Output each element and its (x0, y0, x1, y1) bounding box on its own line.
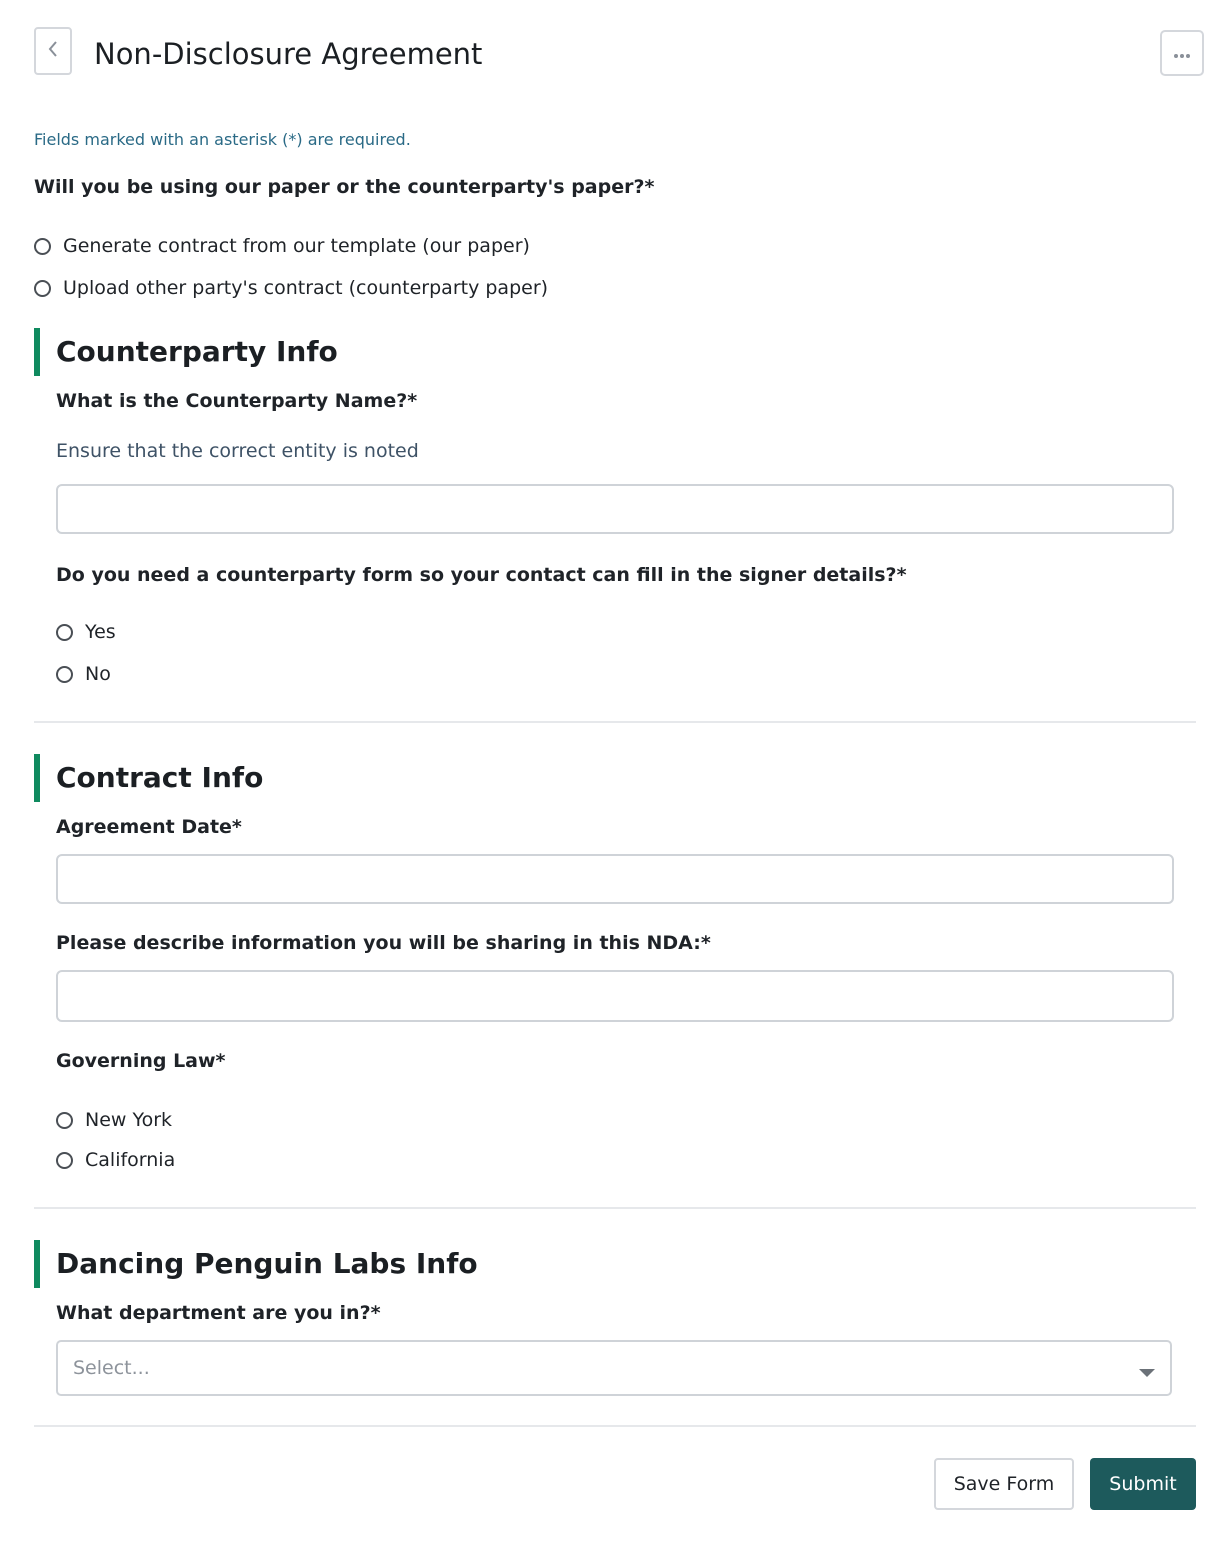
page-title: Non-Disclosure Agreement (94, 37, 483, 71)
section-divider (34, 1425, 1196, 1427)
radio-button[interactable] (56, 624, 73, 641)
radio-label: Yes (85, 621, 116, 643)
section-title-company: Dancing Penguin Labs Info (56, 1247, 478, 1280)
more-options-button[interactable] (1160, 30, 1204, 76)
radio-our-paper[interactable] (34, 234, 530, 258)
section-title-contract: Contract Info (56, 761, 264, 794)
back-button[interactable] (34, 27, 72, 75)
save-form-button[interactable]: Save Form (934, 1458, 1074, 1510)
radio-counterparty-paper[interactable] (34, 276, 548, 300)
radio-button[interactable] (56, 1112, 73, 1129)
section-accent-bar (34, 1240, 40, 1288)
radio-label: Generate contract from our template (our paper) (63, 235, 530, 257)
section-divider (34, 721, 1196, 723)
radio-label: Upload other party's contract (counterparty paper) (63, 277, 549, 299)
nda-description-label: Please describe information you will be sharing in this NDA:* (56, 932, 711, 954)
radio-label: No (85, 663, 111, 685)
radio-label: New York (85, 1109, 173, 1131)
radio-california[interactable] (56, 1148, 175, 1172)
paper-question-label: Will you be using our paper or the counterparty's paper?* (34, 176, 655, 198)
counterparty-name-hint: Ensure that the correct entity is noted (56, 440, 419, 462)
department-label: What department are you in?* (56, 1302, 381, 1324)
required-fields-note: Fields marked with an asterisk (*) are required. (34, 130, 411, 149)
radio-button[interactable] (34, 238, 51, 255)
ellipsis-icon (1173, 44, 1191, 63)
radio-no[interactable] (56, 662, 111, 686)
counterparty-name-label: What is the Counterparty Name?* (56, 390, 418, 412)
section-accent-bar (34, 754, 40, 802)
radio-label: California (85, 1149, 176, 1171)
radio-button[interactable] (34, 280, 51, 297)
nda-description-input[interactable] (56, 970, 1174, 1022)
counterparty-name-input[interactable] (56, 484, 1174, 534)
department-select[interactable] (56, 1340, 1172, 1396)
agreement-date-label: Agreement Date* (56, 816, 242, 838)
section-divider (34, 1207, 1196, 1209)
radio-new-york[interactable] (56, 1108, 172, 1132)
caret-down-icon (1139, 1363, 1155, 1382)
counterparty-form-question: Do you need a counterparty form so your contact can fill in the signer details?* (56, 564, 907, 586)
radio-yes[interactable] (56, 620, 116, 644)
submit-button[interactable]: Submit (1090, 1458, 1196, 1510)
agreement-date-input[interactable] (56, 854, 1174, 904)
department-select-placeholder: Select... (73, 1357, 150, 1379)
radio-button[interactable] (56, 1152, 73, 1169)
chevron-left-icon (47, 40, 59, 62)
governing-law-label: Governing Law* (56, 1050, 226, 1072)
radio-button[interactable] (56, 666, 73, 683)
section-accent-bar (34, 328, 40, 376)
section-title-counterparty: Counterparty Info (56, 335, 338, 368)
